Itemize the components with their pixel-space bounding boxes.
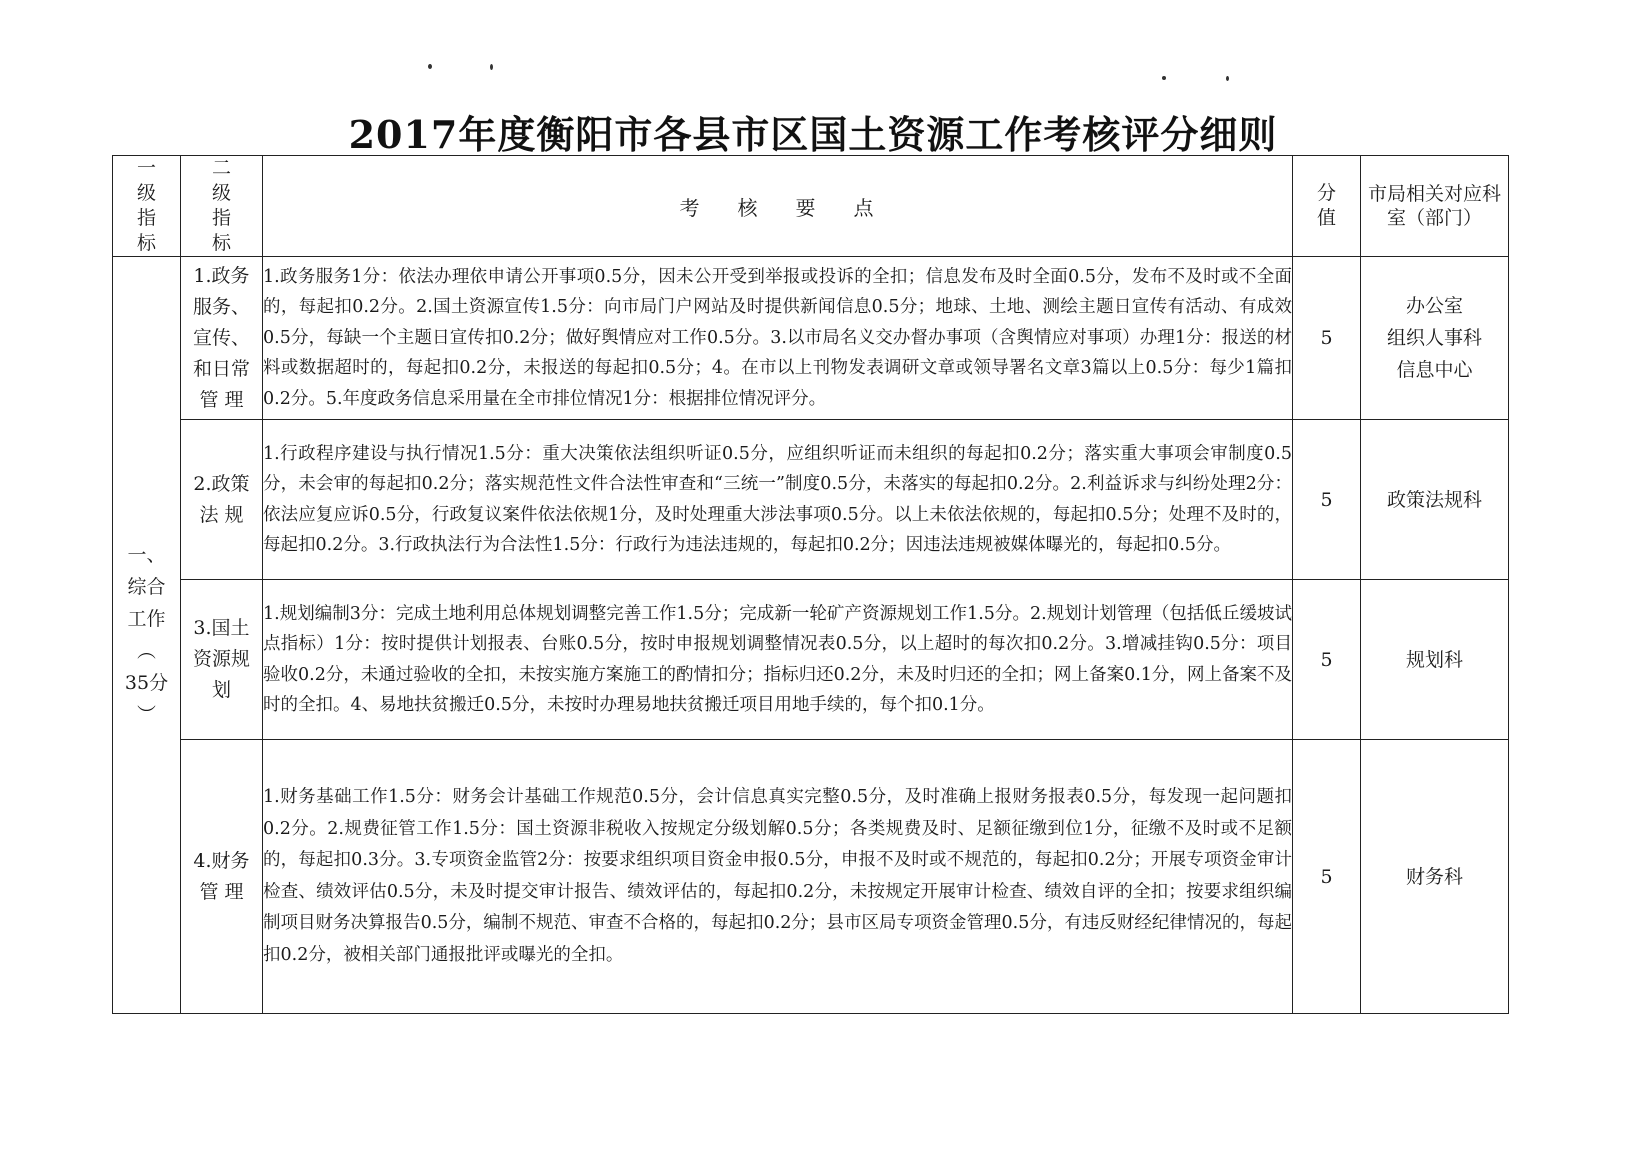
dept-name: 办公室: [1405, 295, 1463, 317]
header-key-points-char: 要: [795, 195, 818, 220]
sub-indicator: [181, 420, 263, 580]
score-cell: 5: [1293, 420, 1361, 580]
sub-indicator: [181, 740, 263, 1014]
header-key-points-char: 点: [853, 195, 876, 220]
sub-indicator-text: 4.财务管 理: [193, 849, 250, 903]
requirement-text: 1.财务基础工作1.5分：财务会计基础工作规范0.5分，会计信息真实完整0.5分，及时准确上报财务报表0.5分，每发现一起问题扣0.2分。2.规费征管工作1.5分：国土资源非税收入按规定分级划解0.5分；各类规费及时、足额征缴到位1分，征缴不及时或不足额的，每起扣0.3分。3.专项资金监管2分：按要求组织项目资金申报0.5分，申报不及时或不规范的，每起扣0.2分；开展专项资金审计检查、绩效评估0.5分，未及时提交审计报告、绩效评估的，每起扣0.2分，未按规定开展审计检查、绩效自评的全扣；按要求组织编制项目财务决算报告0.5分，编制不规范、审查不合格的，每起扣0.2分；县市区局专项资金管理0.5分，有违反财经纪律情况的，每起扣0.2分，被相关部门通报批评或曝光的全扣。: [263, 787, 1292, 965]
category-line: 综合: [127, 576, 166, 598]
table-row: [113, 257, 1509, 420]
requirement-text: 1.行政程序建设与执行情况1.5分：重大决策依法组织听证0.5分，应组织听证而未组织的每起扣0.2分；落实重大事项会审制度0.5分，未会审的每起扣0.2分；落实规范性文件合法性审查和“三统一”制度0.5分，未落实的每起扣0.2分。2.利益诉求与纠纷处理2分：依法应复应诉0.5分，行政复议案件依法依规1分，及时处理重大涉法事项0.5分。以上未依法依规的，每起扣0.5分；处理不及时的，每起扣0.2分。3.行政执法行为合法性1.5分：行政行为违法违规的，每起扣0.2分；因违法违规被媒体曝光的，每起扣0.5分。: [263, 443, 1292, 555]
category-line: ︶: [136, 704, 156, 726]
header-level1-text: 一级指标: [137, 157, 157, 254]
header-level1: [113, 156, 181, 257]
requirement-cell: [263, 740, 1293, 1014]
scan-speck: [1162, 76, 1166, 80]
header-dept: [1361, 156, 1509, 257]
table-row: [113, 740, 1509, 1014]
dept-name: 组织人事科: [1386, 327, 1482, 349]
category-line: 35分: [124, 672, 169, 694]
scan-speck: [1226, 76, 1229, 81]
header-key-points-char: 考: [679, 195, 702, 220]
table-row: [113, 420, 1509, 580]
scan-speck: [490, 64, 493, 70]
score-cell: 5: [1293, 580, 1361, 740]
category-line: ︵: [136, 640, 156, 662]
score-cell: 5: [1293, 257, 1361, 420]
dept-name: 信息中心: [1396, 359, 1473, 381]
requirement-text: 1.政务服务1分：依法办理依申请公开事项0.5分，因未公开受到举报或投诉的全扣；信息发布及时全面0.5分，发布不及时或不全面的，每起扣0.2分。2.国土资源宣传1.5分：向市局门户网站及时提供新闻信息0.5分；地球、土地、测绘主题日宣传有活动、有成效0.5分，每缺一个主题日宣传扣0.2分；做好舆情应对工作0.5分。3.以市局名义交办督办事项（含舆情应对事项）办理1分：报送的材料或数据超时的，每起扣0.2分，未报送的每起扣0.5分；4。在市以上刊物发表调研文章或领导署名文章3篇以上0.5分：每少1篇扣0.2分。5.年度政务信息采用量在全市排位情况1分：根据排位情况评分。: [263, 266, 1292, 409]
sub-indicator-text: 2.政策法 规: [193, 472, 250, 526]
header-level2: [181, 156, 263, 257]
header-score-text: 分值: [1317, 182, 1337, 229]
dept-name: 规划科: [1405, 648, 1463, 671]
document-title: 2017年度衡阳市各县市区国土资源工作考核评分细则: [348, 112, 1278, 157]
dept-cell: [1361, 740, 1509, 1014]
header-key-points: [263, 156, 1293, 257]
sub-indicator-text: 3.国土资源规划: [193, 617, 251, 701]
header-key-points-char: 核: [737, 195, 760, 220]
header-level2-text: 二级指标: [212, 157, 232, 254]
header-score: [1293, 156, 1361, 257]
dept-cell: [1361, 420, 1509, 580]
requirement-text: 1.规划编制3分：完成土地利用总体规划调整完善工作1.5分；完成新一轮矿产资源规划工作1.5分。2.规划计划管理（包括低丘缓坡试点指标）1分：按时提供计划报表、台账0.5分，按时申报规划调整情况表0.5分，以上超时的每次扣0.2分。3.增减挂钩0.5分：项目验收0.2分，未通过验收的全扣，未按实施方案施工的酌情扣分；指标归还0.2分，未及时归还的全扣；网上备案0.1分，网上备案不及时的全扣。4、易地扶贫搬迁0.5分，未按时办理易地扶贫搬迁项目用地手续的，每个扣0.1分。: [263, 603, 1292, 715]
header-dept-text: 市局相关对应科室（部门）: [1367, 183, 1501, 229]
requirement-cell: [263, 420, 1293, 580]
category-line: 工作: [127, 608, 166, 630]
sub-indicator: [181, 580, 263, 740]
dept-cell: [1361, 580, 1509, 740]
requirement-cell: [263, 580, 1293, 740]
dept-name: 财务科: [1405, 865, 1463, 888]
table-row: [113, 580, 1509, 740]
scan-speck: [428, 64, 432, 69]
header-row: [113, 156, 1509, 257]
score-cell: 5: [1293, 740, 1361, 1014]
dept-cell: [1361, 257, 1509, 420]
dept-name: 政策法规科: [1386, 488, 1482, 511]
category-cell: [113, 257, 181, 1014]
assessment-table: [112, 155, 1509, 1014]
sub-indicator-text: 1.政务服务、宣传、和日常管 理: [193, 264, 251, 411]
category-line: 一、: [127, 544, 166, 566]
requirement-cell: [263, 257, 1293, 420]
sub-indicator: [181, 257, 263, 420]
